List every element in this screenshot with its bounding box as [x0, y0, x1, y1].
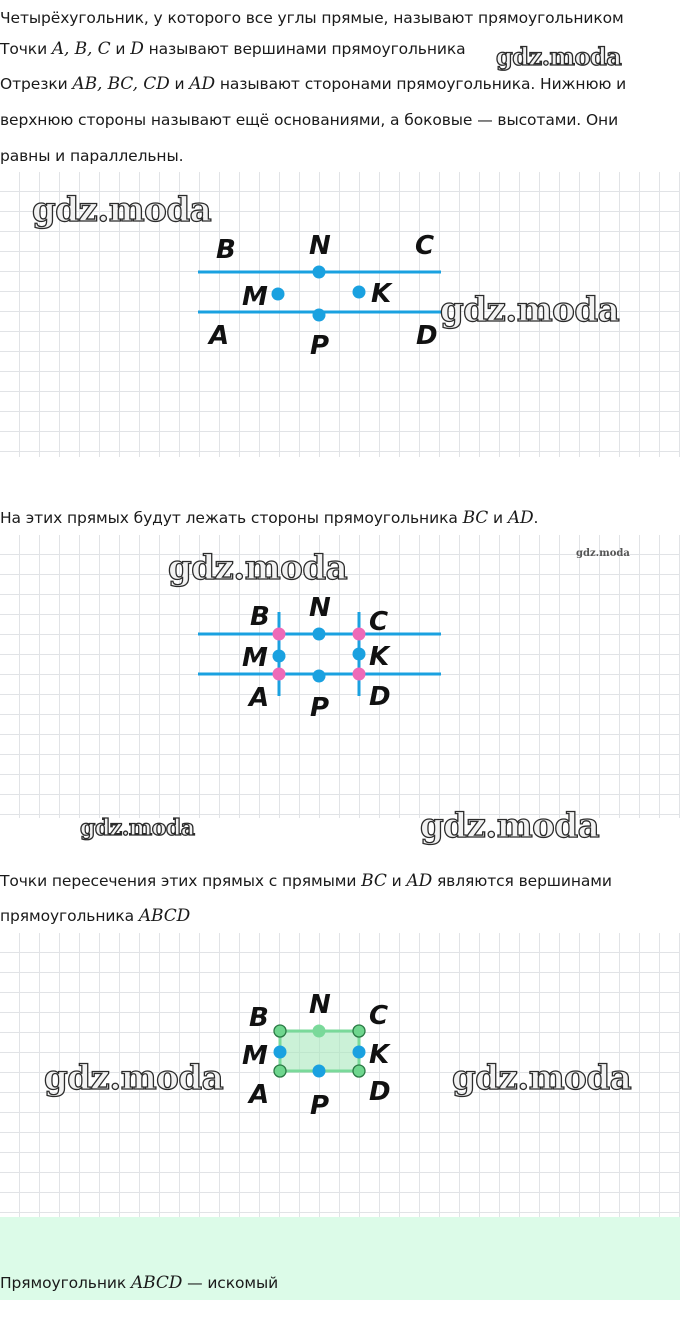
- intersection-b: [273, 628, 286, 641]
- text-fragment: .: [533, 509, 539, 527]
- text-fragment: равны и параллельны.: [0, 147, 184, 165]
- label-k: K: [369, 1040, 390, 1070]
- label-a: A: [249, 1080, 270, 1110]
- point-n: [313, 628, 326, 641]
- label-d: D: [416, 321, 438, 351]
- point-k: [353, 1046, 366, 1059]
- point-p: [313, 1065, 326, 1078]
- watermark: gdz.moda: [44, 1058, 224, 1098]
- watermark: gdz.moda: [80, 815, 195, 841]
- label-p: P: [310, 693, 330, 723]
- definition-line-3: [0, 66, 680, 102]
- text-fragment: и: [386, 872, 407, 890]
- watermark: gdz.moda: [452, 1058, 632, 1098]
- label-a: A: [249, 683, 270, 713]
- answer-text: [0, 1265, 680, 1301]
- math-side-ad: AD: [189, 74, 216, 94]
- text-fragment: и: [110, 40, 131, 58]
- label-b: B: [216, 235, 236, 265]
- label-c: C: [415, 231, 435, 261]
- definition-text: Четырёхугольник, у которого все углы прямые, называют прямоугольником: [0, 9, 624, 27]
- vertex-b: [274, 1025, 286, 1037]
- point-p: [313, 309, 326, 322]
- point-n: [313, 266, 326, 279]
- label-b: B: [250, 602, 270, 632]
- point-p: [313, 670, 326, 683]
- intersection-a: [273, 668, 286, 681]
- watermark: gdz.moda: [32, 190, 212, 230]
- watermark: gdz.moda: [576, 548, 630, 559]
- step-3-line-2: [0, 898, 680, 934]
- math-sides: AB, BC, CD: [72, 74, 170, 94]
- vertex-a: [274, 1065, 286, 1077]
- math-abcd: ABCD: [130, 1273, 183, 1293]
- point-m: [273, 650, 286, 663]
- text-fragment: — искомый: [182, 1274, 279, 1292]
- text-fragment: называют вершинами прямоугольника: [143, 40, 466, 58]
- watermark: gdz.moda: [420, 806, 600, 846]
- label-n: N: [309, 593, 331, 623]
- text-fragment: и: [169, 75, 190, 93]
- point-k: [353, 286, 366, 299]
- text-fragment: являются вершинами: [432, 872, 612, 890]
- label-b: B: [249, 1003, 269, 1033]
- text-fragment: Отрезки: [0, 75, 73, 93]
- step-3-line-1: [0, 863, 680, 899]
- vertex-c: [353, 1025, 365, 1037]
- label-d: D: [369, 1077, 391, 1107]
- step-2-text: [0, 500, 680, 536]
- math-bc: BC: [462, 508, 489, 528]
- watermark: gdz.moda: [440, 290, 620, 330]
- point-n: [313, 1025, 326, 1038]
- math-abcd: ABCD: [138, 906, 191, 926]
- label-k: K: [369, 642, 390, 672]
- label-p: P: [310, 331, 330, 361]
- label-c: C: [369, 607, 389, 637]
- math-ad: AD: [507, 508, 534, 528]
- text-fragment: и: [488, 509, 508, 527]
- label-d: D: [369, 682, 391, 712]
- label-m: M: [242, 282, 268, 312]
- math-ad: AD: [406, 871, 433, 891]
- definition-line-4: [0, 102, 680, 138]
- label-n: N: [309, 231, 331, 261]
- vertex-d: [353, 1065, 365, 1077]
- watermark: gdz.moda: [496, 42, 622, 71]
- point-m: [272, 288, 285, 301]
- math-bc: BC: [361, 871, 387, 891]
- text-fragment: называют сторонами прямоугольника. Нижнюю и: [215, 75, 627, 93]
- label-a: A: [209, 321, 230, 351]
- label-n: N: [309, 990, 331, 1020]
- text-fragment: верхнюю стороны называют ещё основаниями, а боковые — высотами. Они: [0, 111, 619, 129]
- text-fragment: Прямоугольник: [0, 1274, 131, 1292]
- intersection-c: [353, 628, 366, 641]
- label-m: M: [242, 1041, 268, 1071]
- watermark: gdz.moda: [168, 548, 348, 588]
- label-k: K: [371, 279, 392, 309]
- text-fragment: прямоугольника: [0, 907, 139, 925]
- text-fragment: Точки: [0, 40, 52, 58]
- math-vertices: A, B, C: [51, 39, 111, 59]
- definition-line-5: [0, 138, 680, 174]
- label-p: P: [310, 1091, 330, 1121]
- text-fragment: На этих прямых будут лежать стороны прямоугольника: [0, 509, 463, 527]
- math-vertex-d: D: [130, 39, 144, 59]
- point-m: [274, 1046, 287, 1059]
- label-m: M: [242, 643, 268, 673]
- label-c: C: [369, 1001, 389, 1031]
- intersection-d: [353, 668, 366, 681]
- text-fragment: Точки пересечения этих прямых с прямыми: [0, 872, 362, 890]
- point-k: [353, 648, 366, 661]
